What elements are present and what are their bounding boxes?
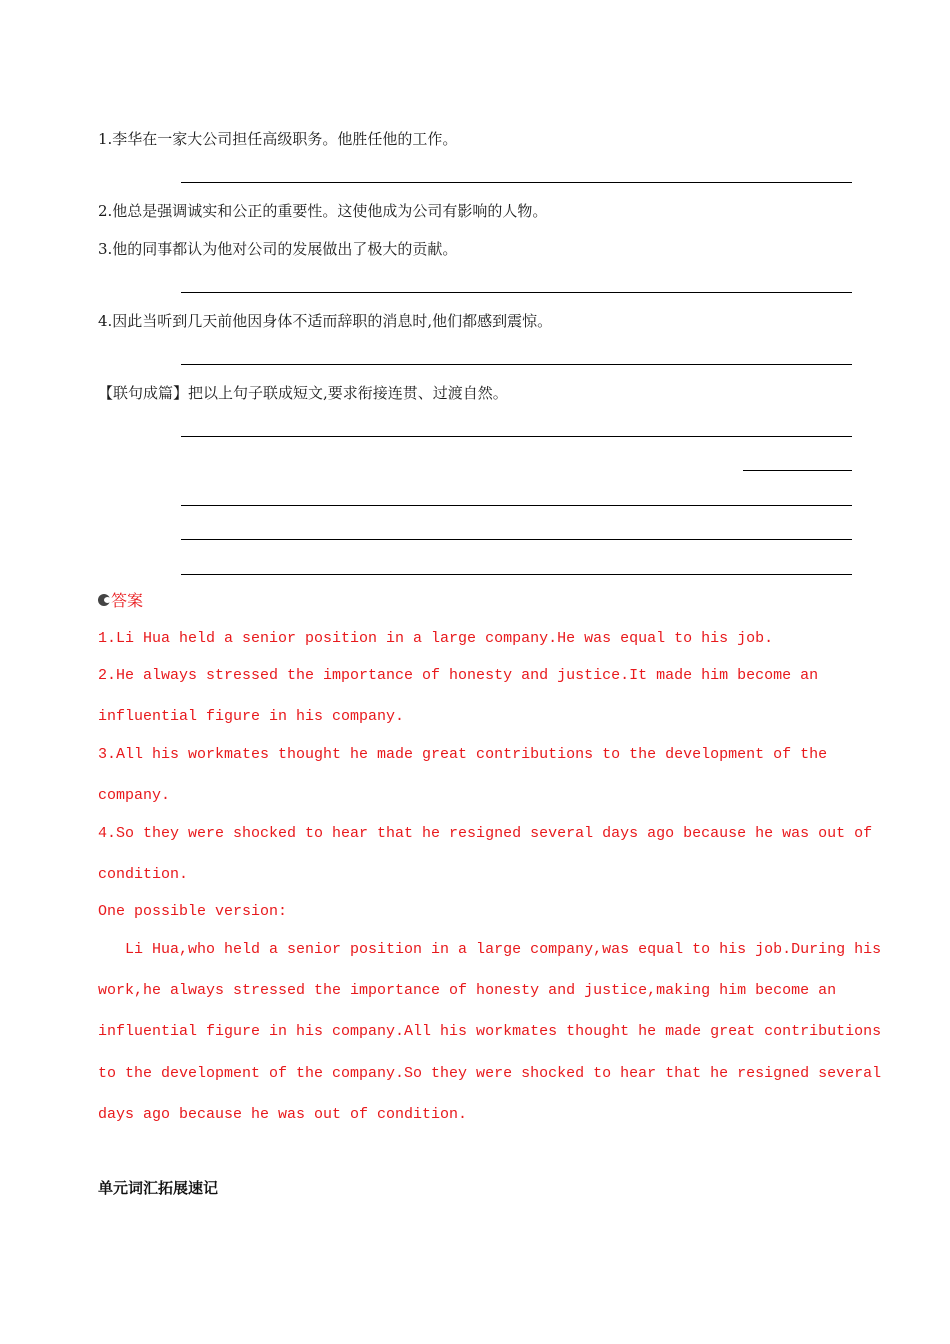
question-1: 1.李华在一家大公司担任高级职务。他胜任他的工作。 [98,130,458,148]
passage-line-3 [181,505,852,506]
answer-line: 4.So they were shocked to hear that he resigned several days ago because he was out of [98,825,873,842]
passage-line: work,he always stressed the importance of honesty and justice,making him become an [98,982,837,999]
passage-line-5 [181,574,852,575]
answer-icon [98,594,110,606]
answer-line: 3.All his workmates thought he made great contributions to the development of the [98,746,828,763]
passage-line: influential figure in his company.All his workmates thought he made great contributions [98,1023,882,1040]
answer-heading-text: 答案 [111,591,144,610]
answer-line: condition. [98,866,189,883]
section-title: 单元词汇拓展速记 [98,1179,219,1197]
answer-line-4 [181,364,852,365]
question-2: 2.他总是强调诚实和公正的重要性。这使他成为公司有影响的人物。 [98,202,548,220]
answer-line-1 [181,182,852,183]
passage-line: Li Hua,who held a senior position in a large company,was equal to his job.During his [98,941,882,958]
answer-heading [98,588,143,611]
question-3: 3.他的同事都认为他对公司的发展做出了极大的贡献。 [98,240,458,258]
answer-line-3 [181,292,852,293]
answer-line: 2.He always stressed the importance of honesty and justice.It made him become an [98,667,819,684]
passage-line: to the development of the company.So they were shocked to hear that he resigned several [98,1065,882,1082]
passage-line-4 [181,539,852,540]
combine-task: 【联句成篇】把以上句子联成短文,要求衔接连贯、过渡自然。 [98,384,508,402]
passage-line-2 [743,470,852,471]
question-4: 4.因此当听到几天前他因身体不适而辞职的消息时,他们都感到震惊。 [98,312,553,330]
passage-line-1 [181,436,852,437]
passage-line: days ago because he was out of condition. [98,1106,468,1123]
answer-line: influential figure in his company. [98,708,405,725]
answer-line: 1.Li Hua held a senior position in a large company.He was equal to his job. [98,630,774,647]
answer-line: company. [98,787,171,804]
version-label: One possible version: [98,903,288,920]
